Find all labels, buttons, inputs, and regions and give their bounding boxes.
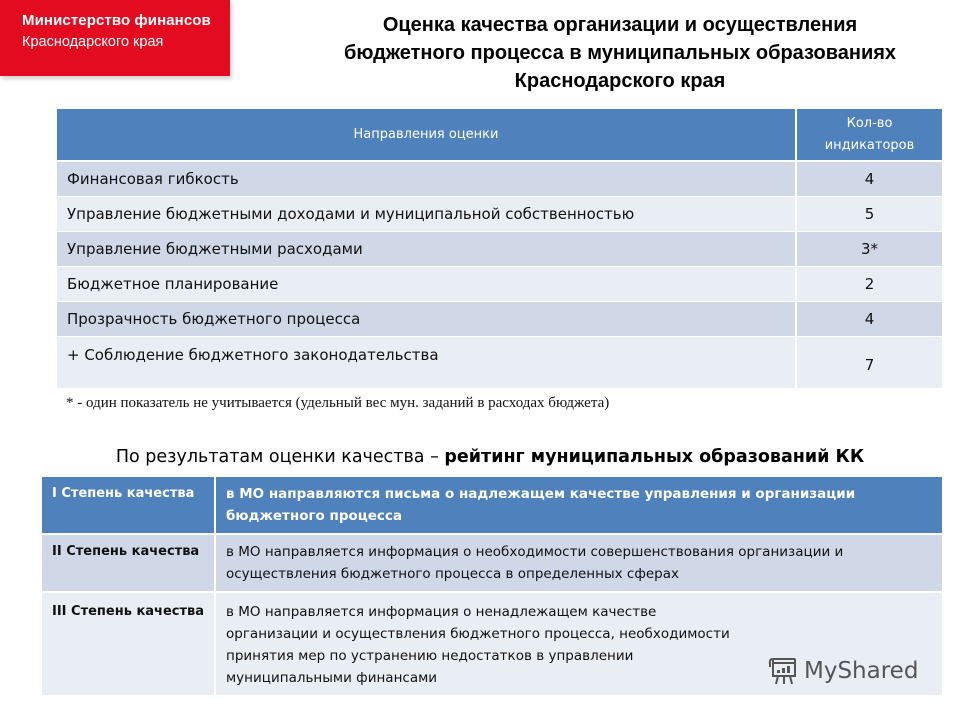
quality-level-cell: I Степень качества	[42, 477, 216, 535]
count-cell: 2	[797, 267, 942, 302]
count-cell: 4	[797, 162, 942, 197]
header-count-line-1: Кол-во	[846, 115, 893, 131]
header-count-line-2: индикаторов	[824, 137, 915, 153]
direction-cell: Бюджетное планирование	[57, 267, 797, 302]
indicators-table-header	[57, 109, 942, 162]
subtitle-normal: По результатам оценки качества –	[115, 447, 445, 467]
table-row	[42, 535, 942, 593]
count-cell: 5	[797, 197, 942, 232]
presentation-board-icon	[768, 656, 798, 686]
section-subtitle	[40, 447, 940, 467]
ministry-logo	[0, 0, 230, 76]
table-row	[57, 232, 942, 267]
quality-description-cell: в МО направляется информация о ненадлежащем качестве организации и осуществления бюджетного процесса, необходимости принятия мер по устранению недостатков в управлении муниципальными финансами	[216, 593, 942, 697]
header-count	[797, 109, 942, 162]
quality-level-cell: III Степень качества	[42, 593, 216, 697]
direction-cell: + Соблюдение бюджетного законодательства	[57, 337, 797, 389]
page-title	[280, 11, 960, 95]
table-row	[57, 197, 942, 232]
quality-description-cell: в МО направляется информация о необходимости совершенствования организации и осуществления бюджетного процесса в определенных сферах	[216, 535, 942, 593]
table-row	[57, 267, 942, 302]
logo-title: Министерство финансов	[22, 12, 211, 29]
indicators-table	[57, 109, 942, 389]
page-title-line-1: Оценка качества организации и осуществления	[382, 14, 858, 36]
myshared-watermark	[768, 656, 918, 686]
table-row	[57, 302, 942, 337]
direction-cell: Прозрачность бюджетного процесса	[57, 302, 797, 337]
table-row	[42, 477, 942, 535]
footnote: * - один показатель не учитывается (удельный вес мун. заданий в расходах бюджета)	[66, 395, 610, 411]
page-title-line-3: Краснодарского края	[514, 70, 726, 92]
count-cell: 3*	[797, 232, 942, 267]
table-row	[57, 162, 942, 197]
direction-cell: Управление бюджетными расходами	[57, 232, 797, 267]
count-cell: 4	[797, 302, 942, 337]
direction-cell: Финансовая гибкость	[57, 162, 797, 197]
logo-subtitle: Краснодарского края	[22, 34, 164, 50]
header-direction: Направления оценки	[57, 109, 797, 162]
watermark-text: MyShared	[804, 658, 919, 684]
direction-cell: Управление бюджетными доходами и муниципальной собственностью	[57, 197, 797, 232]
count-cell: 7	[797, 337, 942, 389]
quality-description-cell: в МО направляются письма о надлежащем качестве управления и организации бюджетного процесса	[216, 477, 942, 535]
table-row	[57, 337, 942, 389]
subtitle-bold: рейтинг муниципальных образований КК	[444, 447, 865, 467]
quality-level-cell: II Степень качества	[42, 535, 216, 593]
page-title-line-2: бюджетного процесса в муниципальных образованиях	[343, 42, 897, 64]
